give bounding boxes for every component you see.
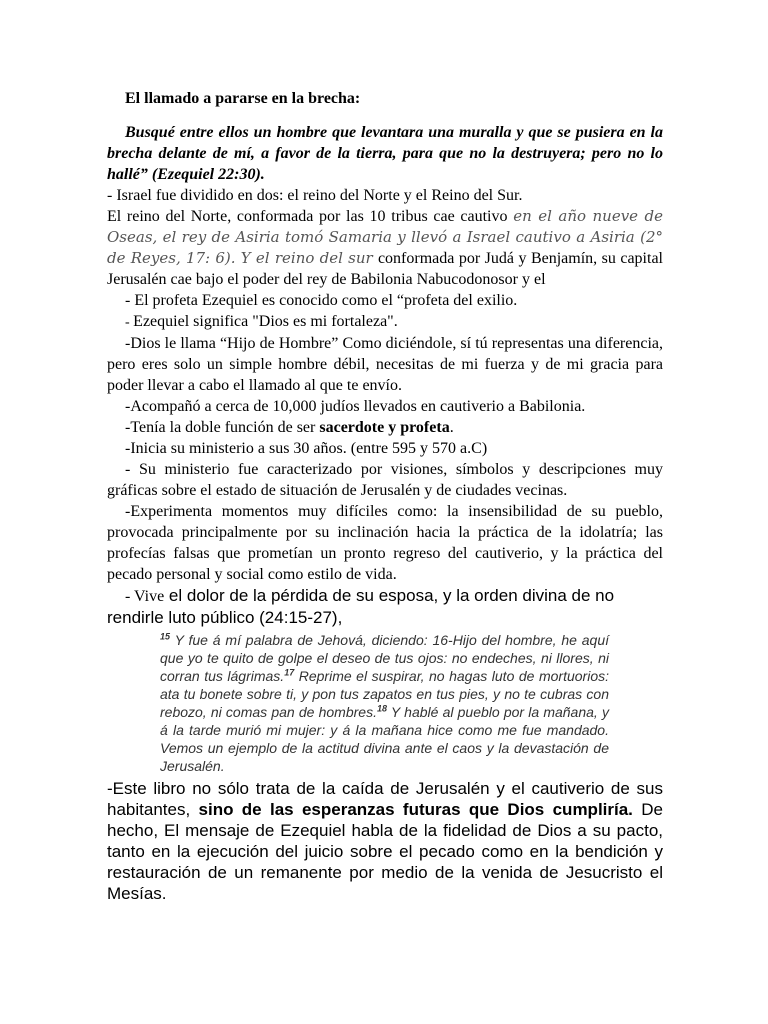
quote-part-1: Y fue á mí palabra de Jehová, diciendo: 16-Hijo del hombre, he aquí que yo te quito de golpe el deseo de tus ojos: no endeches, ni llores, ni corran tus lágrimas.: [160, 632, 609, 684]
double-role-text: -Tenía la doble función de ser: [125, 419, 320, 436]
section-title: El llamado a pararse en la brecha:: [125, 90, 361, 107]
paragraph-israel-division: - Israel fue dividido en dos: el reino del Norte y el Reino del Sur.: [107, 187, 523, 204]
paragraph-son-of-man: -Dios le llama “Hijo de Hombre” Como diciéndole, sí tú representas una diferencia, pero eres solo un simple hombre débil, necesitas de mi fuerza y de mi gracia para poder llevar a cabo el llamado al que te envío.: [107, 335, 663, 394]
document-body: [107, 88, 663, 904]
paragraph-exiles: -Acompañó a cerca de 10,000 judíos llevados en cautiverio a Babilonia.: [125, 398, 586, 415]
paragraph-northern-kingdom: [107, 206, 663, 290]
paragraph-visions: - Su ministerio fue caracterizado por visiones, símbolos y descripciones muy gráficas sobre el estado de situación de Jerusalén y de ciudades vecinas.: [107, 461, 663, 499]
vive-text: - Vive: [125, 588, 165, 605]
quote-part-3: Y hablé al pueblo por la mañana, y á la tarde murió mi mujer: y á la mañana hice como me fue mandado. Vemos un ejemplo de la actitud divina ante el caos y la devastación de Jerusalén.: [160, 704, 609, 774]
paragraph-exile-prophet: - El profeta Ezequiel es conocido como el “profeta del exilio.: [125, 292, 518, 309]
closing-emphasis: sino de las esperanzas futuras que Dios cumpliría.: [198, 800, 633, 819]
closing-intro: -Este libro no sólo trata de la caída de Jerusalén y el cautiverio de sus habitantes,: [107, 779, 663, 819]
paragraph-ministry-start: -Inicia su ministerio a sus 30 años. (entre 595 y 570 a.C): [125, 440, 488, 457]
closing-paragraph: [107, 778, 663, 904]
priest-prophet-text: sacerdote y profeta: [319, 419, 450, 436]
verse-number-17: 17: [284, 667, 295, 678]
paragraph-double-role: [107, 417, 663, 438]
verse-number-15: 15: [160, 631, 171, 642]
epigraph-quote: Busqué entre ellos un hombre que levantara una muralla y que se pusiera en la brecha delante de mí, a favor de la tierra, para que no la destruyera; pero no lo hallé” (Ezequiel 22:30).: [107, 124, 663, 183]
northern-kingdom-text: El reino del Norte, conformada por las 10 tribus cae cautivo: [107, 208, 514, 225]
name-meaning-text: Ezequiel significa "Dios es mi fortaleza".: [133, 313, 398, 330]
double-role-end: .: [449, 419, 454, 436]
paragraph-difficulties: -Experimenta momentos muy difíciles como: la insensibilidad de su pueblo, provocada principalmente por su inclinación hacia la práctica de la idolatría; las profecías falsas que prometían un pronto regreso del cautiverio, y la práctica del pecado personal y social como estilo de vida.: [107, 503, 663, 583]
paragraph-name-meaning: [107, 311, 663, 333]
quote-part-2: Reprime el suspirar, no hagas luto de mortuorios: ata tu bonete sobre ti, y pon tus zapatos en tus pies, y no te cubras con rebozo, ni comas pan de hombres.: [160, 668, 609, 720]
scripture-quote: [160, 631, 609, 775]
verse-number-18: 18: [376, 703, 387, 714]
paragraph-wife-loss: [107, 585, 663, 629]
kings-reference-text: en el año nueve de Oseas, el rey de Asiria tomó Samaria y llevó a Israel cautivo a Asiria (2° de Reyes, 17: 6). Y el reino del sur: [107, 207, 663, 267]
closing-rest: De hecho, El mensaje de Ezequiel habla de la fidelidad de Dios a su pacto, tanto en la ejecución del juicio sobre el pecado como en la bendición y restauración de un remanente por medio de la venida de Jesucristo el Mesías.: [107, 800, 663, 903]
dash-marker: -: [125, 315, 134, 330]
wife-loss-text: el dolor de la pérdida de su esposa, y la orden divina de no rendirle luto público (24:15-27),: [107, 586, 615, 627]
southern-kingdom-text: conformada por Judá y Benjamín, su capital Jerusalén cae bajo el poder del rey de Babilonia Nabucodonosor y el: [107, 250, 663, 288]
